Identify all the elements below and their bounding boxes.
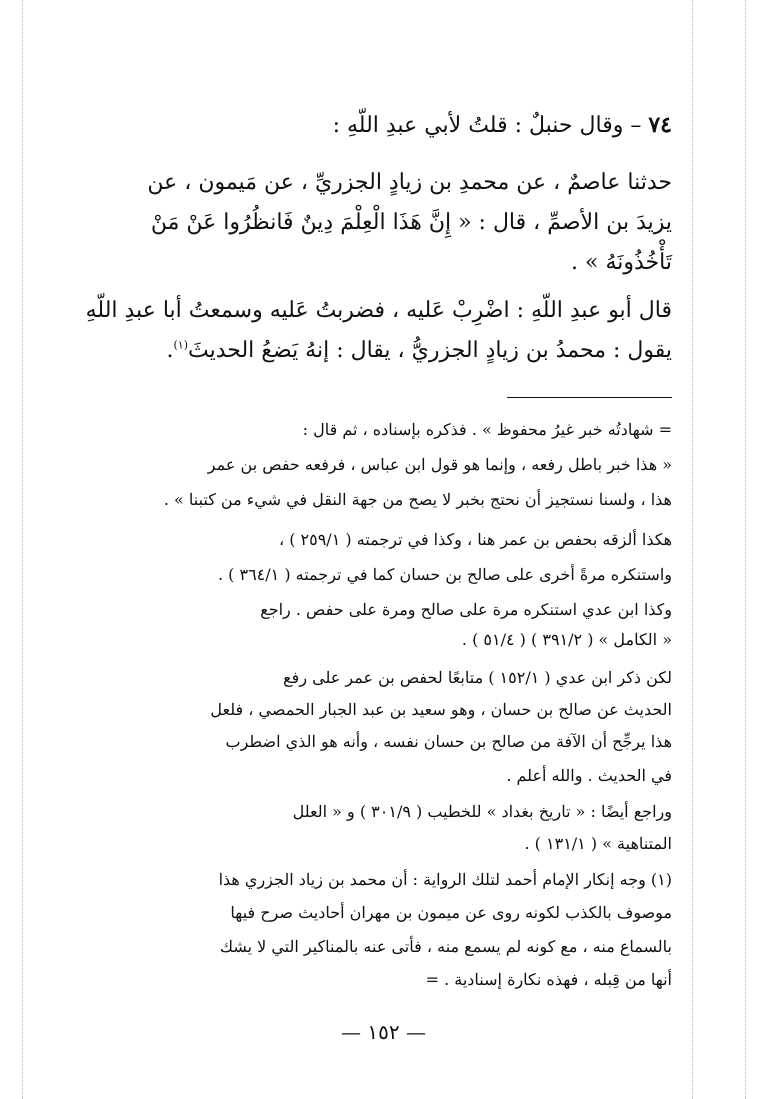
footnote-line: موصوف بالكذب لكونه روى عن ميمون بن مهران أحاديث صرح فيها bbox=[230, 903, 672, 922]
footnote-line: الحديث عن صالح بن حسان ، وهو سعيد بن عبد الجبار الحمصي ، فلعل bbox=[210, 700, 672, 719]
footnote-line: واستنكره مرةً أخرى على صالح بن حسان كما في ترجمته ( ٣٦٤/١ ) . bbox=[217, 565, 672, 584]
footnote-line: = شهادتُه خبر غيرُ محفوظ » . فذكره بإسناده ، ثم قال : bbox=[302, 420, 672, 439]
footnote-line: وراجع أيضًا : « تاريخ بغداد » للخطيب ( ٣٠١/٩ ) و « العلل bbox=[292, 802, 672, 821]
page-number: — ١٥٢ — bbox=[341, 1020, 426, 1044]
footnote-line: هذا ، ولسنا نستجيز أن نحتج بخبر لا يصح من جهة النقل في شيء من كتبنا » . bbox=[163, 490, 672, 509]
footnote-marker: (١) bbox=[173, 338, 188, 352]
main-line-3: يزيدَ بن الأصمِّ ، قال : « إِنَّ هَذَا الْعِلْمَ دِينٌ فَانظُرُوا عَنْ مَنْ bbox=[150, 210, 672, 235]
footnote-line: « هذا خبر باطل رفعه ، وإنما هو قول ابن عباس ، فرفعه حفص بن عمر bbox=[207, 455, 672, 474]
main-line-4: تَأْخُذُونَهُ » . bbox=[571, 250, 672, 275]
page-edge-right bbox=[692, 0, 693, 1099]
main-line-6: يقول : محمدُ بن زيادٍ الجزريُّ ، يقال : إنهُ يَضعُ الحديثَ$^{(١)}$. bbox=[166, 338, 672, 363]
footnote-line: هذا يرجِّح أن الآفة من صالح بن حسان نفسه ، وأنه هو الذي اضطرب bbox=[225, 732, 672, 751]
footnote-line: في الحديث . والله أعلم . bbox=[506, 766, 672, 785]
footnote-line: وكذا ابن عدي استنكره مرة على صالح ومرة على حفص . راجع bbox=[260, 600, 672, 619]
footnote-line: « الكامل » ( ٣٩١/٢ ) ( ٥١/٤ ) . bbox=[461, 630, 672, 649]
main-line-5: قال أبو عبدِ اللّهِ : اضْرِبْ عَليه ، فضربتُ عَليه وسمعتُ أبا عبدِ اللّهِ bbox=[85, 298, 672, 323]
footnote-line: بالسماع منه ، مع كونه لم يسمع منه ، فأتى عنه بالمناكير التي لا يشك bbox=[219, 937, 672, 956]
page-edge-left bbox=[22, 0, 23, 1099]
main-line-1 bbox=[85, 112, 672, 138]
main-text: – وقال حنبلٌ : قلتُ لأبي عبدِ اللّهِ : bbox=[332, 113, 642, 138]
footnote-line: المتناهية » ( ١٣١/١ ) . bbox=[524, 834, 672, 853]
page-edge-far-right bbox=[745, 0, 746, 1099]
footnote-line: أنها من قِبله ، فهذه نكارة إسنادية . = bbox=[425, 970, 672, 989]
footnote-line: هكذا ألزقه بحفص بن عمر هنا ، وكذا في ترجمته ( ٢٥٩/١ ) ، bbox=[278, 530, 672, 549]
main-text: يقول : محمدُ بن زيادٍ الجزريُّ ، يقال : إنهُ يَضعُ الحديثَ bbox=[188, 338, 672, 363]
footnote-line: (١) وجه إنكار الإمام أحمد لتلك الرواية : أن محمد بن زياد الجزري هذا bbox=[218, 870, 672, 889]
footnote-separator bbox=[507, 397, 672, 398]
footnote-line: لكن ذكر ابن عدي ( ١٥٢/١ ) متابعًا لحفص بن عمر على رفع bbox=[283, 668, 672, 687]
main-line-2: حدثنا عاصمٌ ، عن محمدِ بن زيادٍ الجزريِّ ، عن مَيمون ، عن bbox=[147, 170, 672, 195]
hadith-number: ٧٤ bbox=[648, 112, 672, 138]
